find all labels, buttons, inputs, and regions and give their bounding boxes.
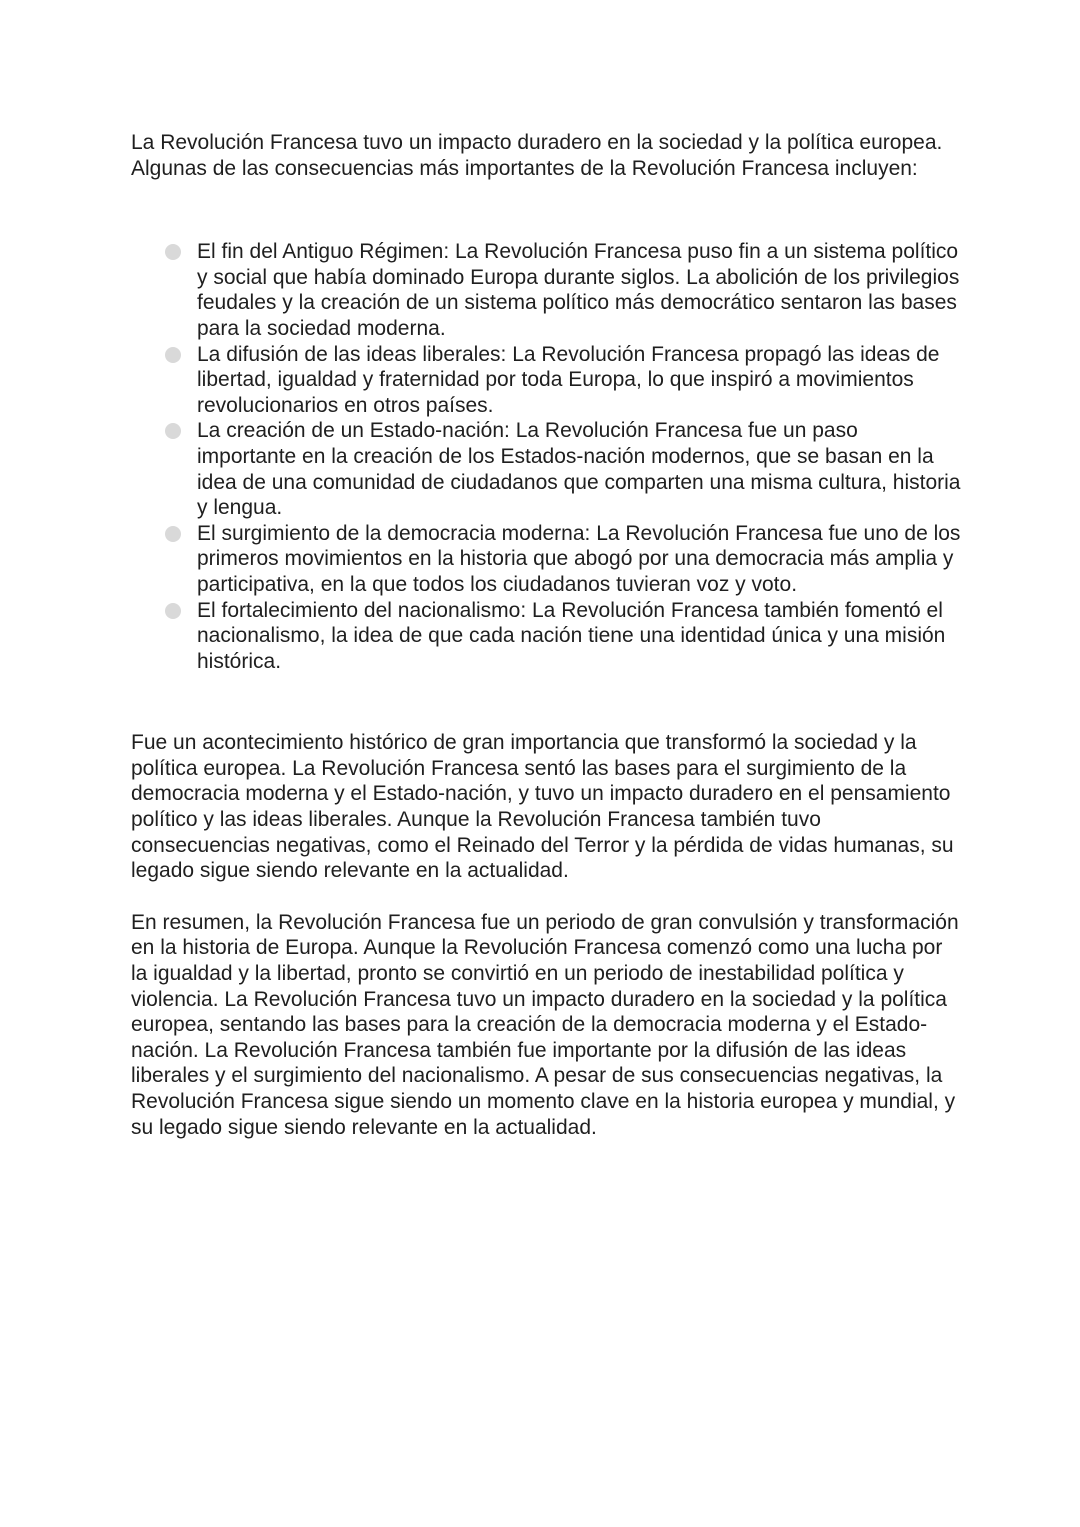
list-item — [197, 239, 961, 341]
list-item — [197, 521, 961, 598]
list-item-text: El surgimiento de la democracia moderna: La Revolución Francesa fue uno de los primeros movimientos en la historia que abogó por una democracia más amplia y participativa, en la que todos los ciudadanos tuvieran voz y voto. — [197, 521, 961, 596]
list-item — [197, 342, 961, 419]
bullet-icon — [165, 347, 181, 363]
list-item-text: La difusión de las ideas liberales: La Revolución Francesa propagó las ideas de libertad, igualdad y fraternidad por toda Europa, lo que inspiró a movimientos revolucionarios en otros países. — [197, 342, 940, 417]
list-item-text: El fortalecimiento del nacionalismo: La Revolución Francesa también fomentó el nacionalismo, la idea de que cada nación tiene una identidad única y una misión histórica. — [197, 598, 946, 673]
conclusion-paragraph: Fue un acontecimiento histórico de gran importancia que transformó la sociedad y la política europea. La Revolución Francesa sentó las bases para el surgimiento de la democracia moderna y el Estado-nación, y tuvo un impacto duradero en el pensamiento político y las ideas liberales. Aunque la Revolución Francesa también tuvo consecuencias negativas, como el Reinado del Terror y la pérdida de vidas humanas, su legado sigue siendo relevante en la actualidad. — [131, 731, 954, 883]
document-page — [131, 130, 961, 1140]
bullet-icon — [165, 526, 181, 542]
summary-paragraph: En resumen, la Revolución Francesa fue un periodo de gran convulsión y transformación en la historia de Europa. Aunque la Revolución Francesa comenzó como una lucha por la igualdad y la libertad, pronto se convirtió en un periodo de inestabilidad política y violencia. La Revolución Francesa tuvo un impacto duradero en la sociedad y la política europea, sentando las bases para la creación de la democracia moderna y el Estado-nación. La Revolución Francesa también fue importante por la difusión de las ideas liberales y el surgimiento del nacionalismo. A pesar de sus consecuencias negativas, la Revolución Francesa sigue siendo un momento clave en la historia europea y mundial, y su legado sigue siendo relevante en la actualidad. — [131, 910, 959, 1139]
list-item — [197, 418, 961, 520]
list-item-text: La creación de un Estado-nación: La Revolución Francesa fue un paso importante en la creación de los Estados-nación modernos, que se basan en la idea de una comunidad de ciudadanos que comparten una misma cultura, historia y lengua. — [197, 419, 961, 520]
bullet-icon — [165, 603, 181, 619]
list-item — [197, 598, 961, 675]
bullet-icon — [165, 244, 181, 260]
intro-paragraph: La Revolución Francesa tuvo un impacto duradero en la sociedad y la política europea. Algunas de las consecuencias más importantes de la Revolución Francesa incluyen: — [131, 131, 943, 180]
list-item-text: El fin del Antiguo Régimen: La Revolución Francesa puso fin a un sistema político y social que había dominado Europa durante siglos. La abolición de los privilegios feudales y la creación de un sistema político más democrático sentaron las bases para la sociedad moderna. — [197, 240, 960, 340]
bullet-icon — [165, 423, 181, 439]
consequences-list — [131, 239, 961, 674]
